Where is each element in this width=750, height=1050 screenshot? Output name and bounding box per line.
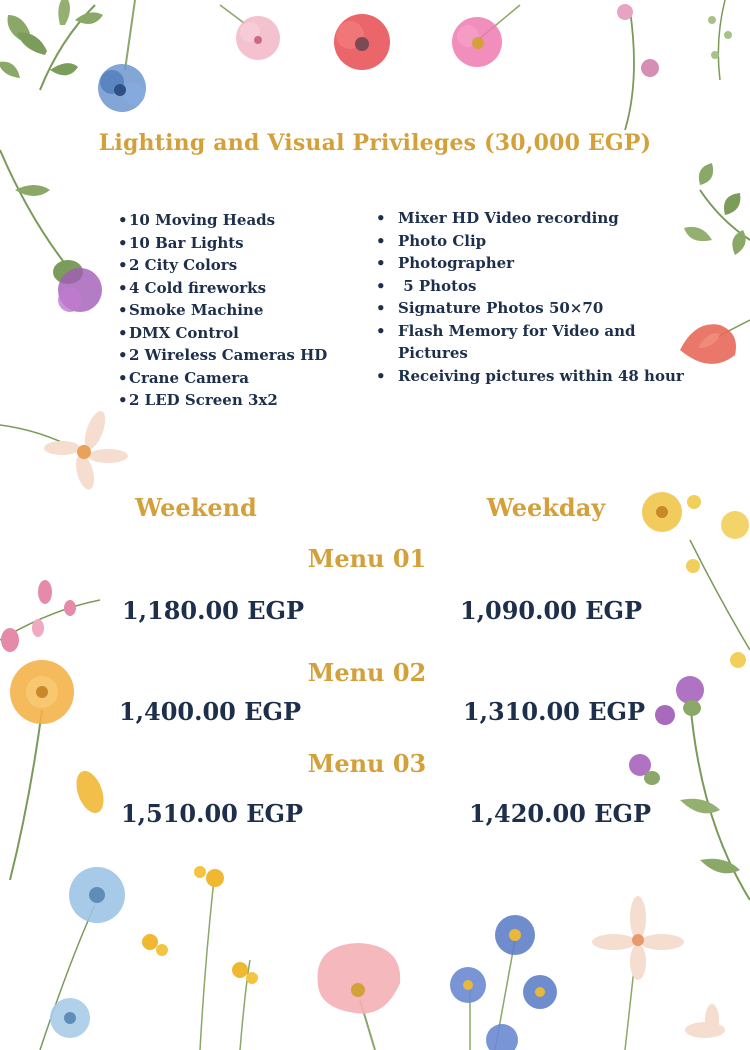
weekday-price: 1,420.00 EGP [468,799,652,828]
list-item: • Receiving pictures within 48 hour [376,365,686,388]
list-item: • Photo Clip [376,230,686,253]
list-item: • Mixer HD Video recording [376,207,686,230]
list-item: • 10 Bar Lights [117,232,357,255]
ginkgo-leaf-icon [684,163,750,255]
ginkgo-leaf-icon [0,0,103,90]
poppy-icon [334,14,390,70]
media-services-list [376,207,686,387]
menu-title: Menu 02 [307,658,427,687]
list-item: • Crane Camera [117,367,357,390]
list-item: • Photographer [376,252,686,275]
list-item: • 10 Moving Heads [117,209,357,232]
thistle-icon [0,150,102,312]
weekend-price: 1,180.00 EGP [121,596,305,625]
list-item: • Smoke Machine [117,299,357,322]
weekend-price: 1,400.00 EGP [118,697,302,726]
forget-me-not-icon [40,867,125,1050]
list-item: • Flash Memory for Video and Pictures [376,320,638,365]
aster-icon [450,915,557,1050]
poppy-icon [680,320,750,364]
list-item: • 2 LED Screen 3x2 [117,389,357,412]
list-item: • 2 City Colors [117,254,357,277]
page-title: Lighting and Visual Privileges (30,000 EGP) [98,130,652,156]
white-flower-icon [592,896,725,1050]
pink-bud-icon [0,580,100,652]
pink-flower-icon [220,5,280,60]
list-item: • 5 Photos [376,275,686,298]
sprig-icon [617,0,732,130]
pink-poppy-icon [318,943,401,1050]
list-item: • DMX Control [117,322,357,345]
daisy-icon [0,408,128,491]
weekend-price: 1,510.00 EGP [120,799,304,828]
weekday-price: 1,310.00 EGP [462,697,646,726]
buttercup-icon [642,492,750,668]
list-item: • 4 Cold fireworks [117,277,357,300]
cornflower-icon [98,0,146,112]
equipment-list [117,209,357,412]
list-item: • Signature Photos 50×70 [376,297,686,320]
yellow-wildflower-icon [142,866,258,1050]
menu-title: Menu 03 [307,749,427,778]
cosmos-icon [452,5,520,67]
weekend-heading: Weekend [135,493,257,522]
weekday-heading: Weekday [486,493,606,522]
list-item: • 2 Wireless Cameras HD [117,344,357,367]
weekday-price: 1,090.00 EGP [459,596,643,625]
menu-title: Menu 01 [307,544,427,573]
